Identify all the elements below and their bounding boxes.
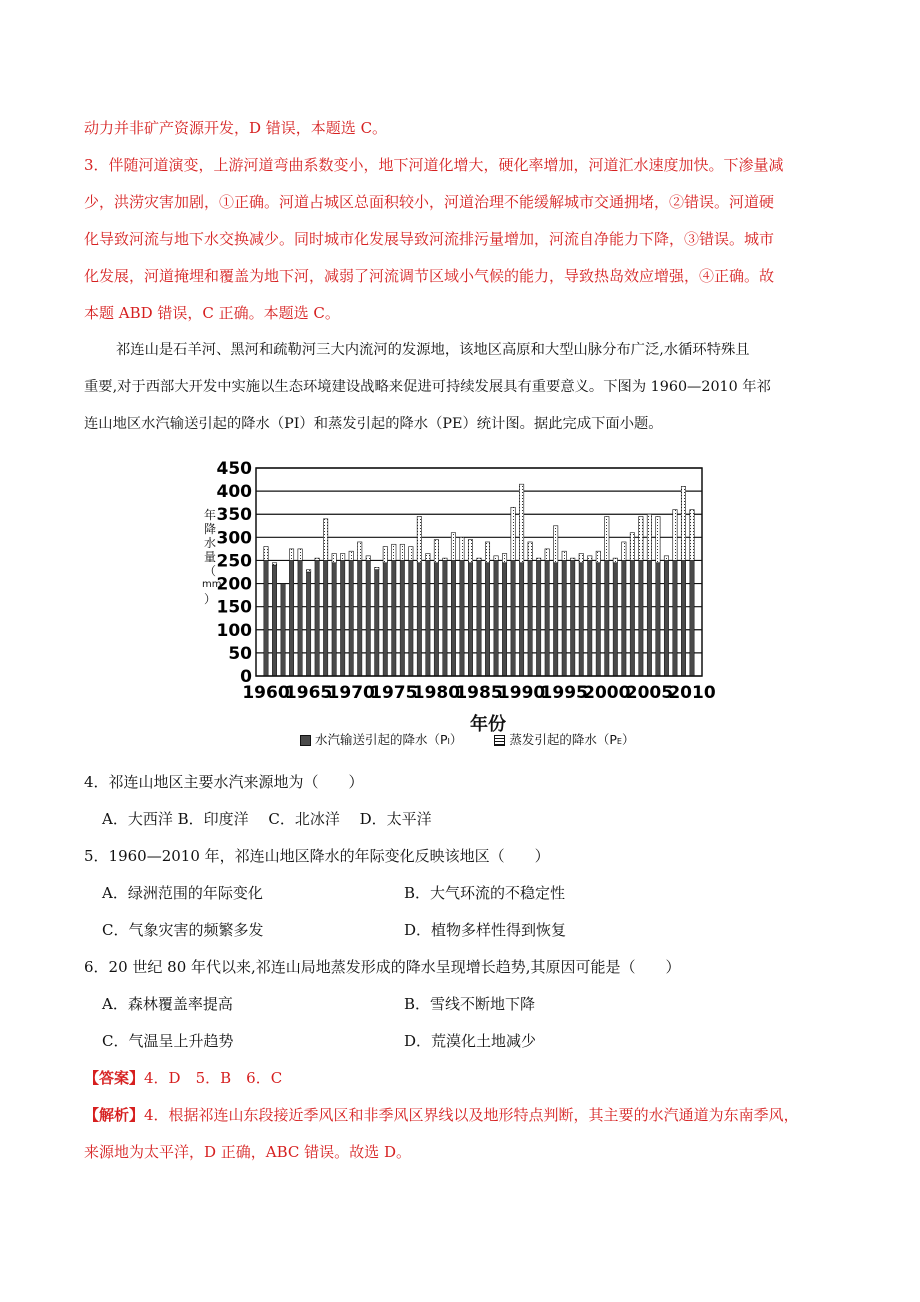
bar-pe <box>426 554 430 561</box>
bar-pe <box>306 570 310 572</box>
question-6-option-b: B．雪线不断地下降 <box>404 995 536 1013</box>
bar-pi <box>281 584 285 676</box>
q3-analysis-line: 化发展，河道掩埋和覆盖为地下河，减弱了河流调节区域小气候的能力，导致热岛效应增强，④正确。故 <box>84 267 775 285</box>
bar-pe <box>605 517 609 561</box>
bar-pi <box>477 560 481 676</box>
bar-pe <box>332 554 336 563</box>
bar-pe <box>315 558 319 560</box>
passage-line: 重要,对于西部大开发中实施以生态环境建设战略来促进可持续发展具有重要意义。下图为 1960—2010 年祁 <box>84 379 771 395</box>
bar-pe <box>553 526 557 563</box>
bar-pi <box>272 565 276 676</box>
bar-pe <box>323 519 327 561</box>
y-tick-label: 300 <box>216 528 252 549</box>
x-axis-ticks <box>242 683 715 703</box>
bar-pe <box>647 514 651 560</box>
y-tick-label: 450 <box>216 459 252 479</box>
bar-pi <box>502 563 506 676</box>
x-tick-label: 1985 <box>455 683 503 703</box>
x-tick-label: 2000 <box>583 683 631 703</box>
bar-pi <box>519 563 523 676</box>
bar-pe <box>511 507 515 560</box>
y-label-char: 水 <box>203 536 216 550</box>
bar-pe <box>392 544 396 560</box>
question-6-stem: 6．20 世纪 80 年代以来,祁连山局地蒸发形成的降水呈现增长趋势,其原因可能是（ ） <box>84 958 681 976</box>
answer-label: 【答案】 <box>84 1069 145 1087</box>
y-label-char: 年 <box>203 508 216 522</box>
bar-pi <box>485 563 489 676</box>
bar-pi <box>289 560 293 676</box>
question-5-option-a: A．绿洲范围的年际变化 <box>102 884 263 902</box>
bar-pi <box>460 560 464 676</box>
bar-pi <box>417 563 421 676</box>
legend-swatch-pi <box>300 735 311 746</box>
bar-pe <box>460 537 464 560</box>
x-tick-label: 1990 <box>497 683 546 703</box>
bar-pe <box>477 558 481 560</box>
bar-pi <box>588 560 592 676</box>
bar-pi <box>562 560 566 676</box>
bar-pi <box>571 560 575 676</box>
chart-legend <box>300 730 634 748</box>
bar-pi <box>264 560 268 676</box>
bar-pi <box>656 563 660 676</box>
bar-pe <box>630 533 634 561</box>
bar-pi <box>673 560 677 676</box>
precipitation-chart <box>200 458 740 758</box>
question-5-stem: 5．1960—2010 年，祁连山地区降水的年际变化反映该地区（ ） <box>84 847 550 865</box>
bar-pe <box>443 558 447 560</box>
bar-pi <box>366 560 370 676</box>
q3-analysis-line: 3．伴随河道演变，上游河道弯曲系数变小，地下河道化增大，硬化率增加，河道汇水速度加快。下渗量减 <box>84 156 784 174</box>
q3-analysis-line: 化导致河流与地下水交换减少。同时城市化发展导致河流排污量增加，河流自净能力下降，③错误。城市 <box>84 230 775 248</box>
y-tick-label: 250 <box>216 551 252 572</box>
bar-pe <box>613 558 617 563</box>
bar-pe <box>451 533 455 561</box>
question-6-option-a: A．森林覆盖率提高 <box>102 995 233 1013</box>
bar-pi <box>545 560 549 676</box>
bar-pi <box>511 560 515 676</box>
passage-line: 祁连山是石羊河、黑河和疏勒河三大内流河的发源地，该地区高原和大型山脉分布广泛,水循环特殊且 <box>116 342 750 358</box>
bar-pi <box>426 560 430 676</box>
question-5-option-d: D．植物多样性得到恢复 <box>404 921 567 939</box>
answer-line <box>84 1068 282 1088</box>
bar-pi <box>647 560 651 676</box>
bar-pe <box>588 556 592 561</box>
question-6-option-c: C．气温呈上升趋势 <box>102 1032 234 1050</box>
y-tick-label: 350 <box>216 505 252 526</box>
y-label-char: （ <box>203 564 216 578</box>
bar-pe <box>298 549 302 561</box>
bar-pi <box>596 563 600 676</box>
bar-pe <box>264 547 268 561</box>
bar-pe <box>340 554 344 561</box>
bar-pe <box>545 549 549 561</box>
bar-pi <box>553 563 557 676</box>
answer-text: 4．D 5．B 6．C <box>144 1069 283 1087</box>
bar-pi <box>468 563 472 676</box>
x-tick-label: 1970 <box>327 683 375 703</box>
bar-pi <box>690 560 694 676</box>
bar-pi <box>630 560 634 676</box>
bar-pe <box>690 510 694 561</box>
bar-pi <box>409 560 413 676</box>
bar-pe <box>289 549 293 561</box>
bar-pe <box>494 556 498 561</box>
bar-pe <box>366 556 370 561</box>
bar-pe <box>417 517 421 563</box>
bar-pi <box>400 560 404 676</box>
question-4-options: A．大西洋 B．印度洋 C．北冰洋 D．太平洋 <box>102 810 432 828</box>
question-4-stem: 4．祁连山地区主要水汽来源地为（ ） <box>84 773 364 791</box>
bar-pi <box>315 560 319 676</box>
legend-label-pi: 水汽输送引起的降水（P <box>314 732 448 747</box>
question-5-option-b: B．大气环流的不稳定性 <box>404 884 566 902</box>
y-tick-label: 0 <box>240 667 252 687</box>
y-label-char: mm <box>202 579 222 590</box>
y-tick-label: 200 <box>216 574 252 595</box>
chart-bars <box>264 484 694 676</box>
bar-pi <box>664 560 668 676</box>
passage-line: 连山地区水汽输送引起的降水（PI）和蒸发引起的降水（PE）统计图。据此完成下面小题。 <box>84 416 663 432</box>
x-tick-label: 1980 <box>412 683 461 703</box>
bar-pe <box>571 558 575 560</box>
legend-swatch-pe <box>494 735 505 746</box>
bar-pe <box>375 567 379 569</box>
analysis-line: 来源地为太平洋，D 正确，ABC 错误。故选 D。 <box>84 1143 411 1161</box>
y-label-char: ） <box>203 592 216 606</box>
bar-pe <box>536 558 540 560</box>
x-tick-label: 1975 <box>370 683 418 703</box>
question-6-option-d: D．荒漠化土地减少 <box>404 1032 537 1050</box>
bar-pi <box>392 560 396 676</box>
bar-pi <box>306 572 310 676</box>
bar-pi <box>681 560 685 676</box>
y-tick-label: 400 <box>216 482 252 503</box>
x-axis-label: 年份 <box>470 714 506 735</box>
prev-analysis-line: 动力并非矿产资源开发，D 错误，本题选 C。 <box>84 119 388 137</box>
y-axis-label <box>202 508 222 606</box>
q3-analysis-line: 本题 ABD 错误，C 正确。本题选 C。 <box>84 304 340 322</box>
bar-pe <box>528 542 532 560</box>
y-label-char: 降 <box>203 522 216 536</box>
bar-pi <box>298 560 302 676</box>
bar-pe <box>400 544 404 560</box>
bar-pe <box>272 563 276 565</box>
bar-pi <box>613 563 617 676</box>
bar-pi <box>358 560 362 676</box>
y-axis-ticks <box>217 459 253 687</box>
analysis-label: 【解析】 <box>84 1106 145 1124</box>
bar-pi <box>579 563 583 676</box>
bar-pi <box>622 560 626 676</box>
x-tick-label: 2010 <box>668 683 716 703</box>
bar-pe <box>519 484 523 563</box>
bar-pi <box>349 560 353 676</box>
bar-pi <box>528 560 532 676</box>
x-tick-label: 1995 <box>540 683 588 703</box>
bar-pi <box>340 560 344 676</box>
bar-pe <box>468 540 472 563</box>
legend-label-pe: 蒸发引起的降水（P <box>509 732 617 747</box>
bar-pe <box>358 542 362 560</box>
bar-pi <box>323 560 327 676</box>
bar-pe <box>562 551 566 560</box>
bar-pi <box>536 560 540 676</box>
bar-pe <box>639 517 643 561</box>
bar-pe <box>673 510 677 561</box>
analysis-text-1: 4．根据祁连山东段接近季风区和非季风区界线以及地形特点判断，其主要的水汽通道为东南季风， <box>144 1106 799 1124</box>
question-5-option-c: C．气象灾害的频繁多发 <box>102 921 264 939</box>
legend-end-pi: ） <box>449 732 463 747</box>
bar-pe <box>656 517 660 563</box>
bar-pi <box>605 560 609 676</box>
y-label-char: 量 <box>203 550 216 564</box>
legend-sub-pe: E <box>616 737 622 746</box>
bar-pe <box>383 547 387 563</box>
bar-pe <box>681 486 685 560</box>
bar-pe <box>434 540 438 563</box>
bar-pe <box>596 551 600 563</box>
bar-pe <box>409 547 413 561</box>
legend-sub-pi: I <box>447 737 450 746</box>
bar-pe <box>502 554 506 563</box>
bar-pe <box>664 556 668 561</box>
x-tick-label: 1965 <box>284 683 333 703</box>
q3-analysis-line: 少，洪涝灾害加剧，①正确。河道占城区总面积较小，河道治理不能缓解城市交通拥堵，②错误。河道硬 <box>84 193 775 211</box>
bar-pi <box>332 563 336 676</box>
bar-pi <box>443 560 447 676</box>
bar-pi <box>434 563 438 676</box>
bar-pe <box>349 551 353 560</box>
bar-pi <box>375 570 379 676</box>
bar-pi <box>494 560 498 676</box>
y-tick-label: 150 <box>216 597 252 618</box>
analysis-line <box>84 1105 799 1125</box>
bar-pi <box>383 563 387 676</box>
bar-pe <box>579 554 583 563</box>
x-tick-label: 2005 <box>625 683 674 703</box>
y-tick-label: 50 <box>228 643 252 664</box>
y-tick-label: 100 <box>216 620 252 641</box>
bar-pi <box>639 560 643 676</box>
bar-pe <box>485 542 489 563</box>
bar-pi <box>451 560 455 676</box>
x-tick-label: 1960 <box>242 683 290 703</box>
bar-pe <box>622 542 626 560</box>
legend-end-pe: ） <box>621 732 635 747</box>
